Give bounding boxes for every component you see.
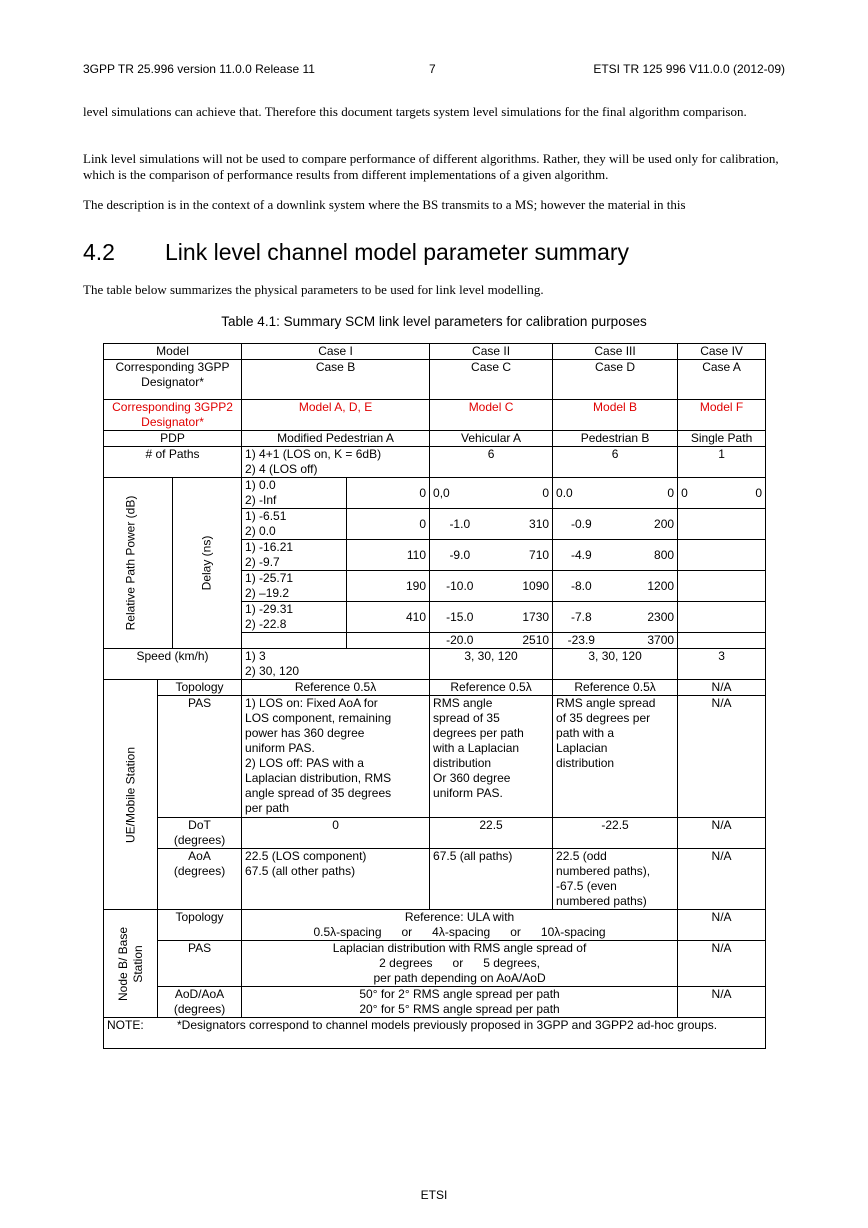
- gpp2-case-i: Model A, D, E: [242, 400, 430, 431]
- pdp-label: PDP: [104, 431, 242, 447]
- row-bs-pas: [104, 941, 766, 987]
- ue-topology-case-iv: N/A: [678, 680, 766, 696]
- delay-value-case-i: 410: [347, 602, 430, 633]
- row-3gpp: [104, 360, 766, 400]
- delay-power-case-iii: -4.9: [553, 540, 610, 571]
- delay-value-case-i: 0: [347, 478, 430, 509]
- ue-pas-case-ii: RMS angle spread of 35 degrees per path with a Laplacian distribution Or 360 degree uniform PAS.: [430, 696, 553, 818]
- delay-value-case-i: 110: [347, 540, 430, 571]
- bs-topology-label: Topology: [158, 910, 242, 941]
- parameter-table: [103, 343, 765, 1049]
- ue-aoa-case-ii: 67.5 (all paths): [430, 849, 553, 910]
- relative-power-label-cell: [104, 478, 158, 649]
- row-bs-aod: [104, 987, 766, 1018]
- bs-label-cell: [104, 910, 158, 1018]
- delay-value-case-iii: 800: [610, 540, 678, 571]
- paragraph-4: The table below summarizes the physical parameters to be used for link level modelling.: [83, 282, 544, 297]
- ue-aoa-case-iv: N/A: [678, 849, 766, 910]
- delay-value-case-i: 0: [347, 509, 430, 540]
- gpp2-case-ii: Model C: [430, 400, 553, 431]
- relative-power-label: Relative Path Power (dB): [123, 495, 138, 631]
- bs-pas-label: PAS: [158, 941, 242, 987]
- section-title: Link level channel model parameter summary: [165, 239, 630, 265]
- row-note: [104, 1018, 766, 1049]
- delay-value-case-iii: 1200: [610, 571, 678, 602]
- row-speed: [104, 649, 766, 680]
- ue-aoa-case-iii: 22.5 (odd numbered paths), -67.5 (even numbered paths): [553, 849, 678, 910]
- delay-power-case-i: [242, 633, 347, 649]
- delay-value-case-iii: 3700: [610, 633, 678, 649]
- gpp3-label: Corresponding 3GPP Designator*: [104, 360, 242, 400]
- model-label: Model: [104, 344, 242, 360]
- delay-value-case-iv: 0: [720, 478, 766, 509]
- section-number: 4.2: [83, 239, 115, 265]
- delay-power-case-i: 1) -16.21 2) -9.7: [242, 540, 347, 571]
- delay-power-case-ii: 0,0: [430, 478, 490, 509]
- header-right: ETSI TR 125 996 V11.0.0 (2012-09): [593, 62, 785, 76]
- row-pdp: [104, 431, 766, 447]
- ue-topology-case-ii: Reference 0.5λ: [430, 680, 553, 696]
- delay-value-case-iv: [720, 540, 766, 571]
- gpp3-case-i: Case B: [242, 360, 430, 400]
- delay-power-case-i: 1) 0.0 2) -Inf: [242, 478, 347, 509]
- gpp3-case-ii: Case C: [430, 360, 553, 400]
- row-ue-pas: [104, 696, 766, 818]
- ue-dot-label: DoT (degrees): [158, 818, 242, 849]
- paragraph-2: Link level simulations will not be used to compare performance of different algorithms. Rather, they will be used only for calibration, which is the comparison of performance results from different implementations of a given algorithm.: [83, 151, 779, 182]
- ue-aoa-label: AoA (degrees): [158, 849, 242, 910]
- speed-label: Speed (km/h): [104, 649, 242, 680]
- note-text: *Designators correspond to channel models previously proposed in 3GPP and 3GPP2 ad-hoc groups.: [177, 1018, 718, 1032]
- delay-value-case-iii: 200: [610, 509, 678, 540]
- delay-row-1: [104, 478, 766, 509]
- bs-aod-label: AoD/AoA (degrees): [158, 987, 242, 1018]
- speed-case-i: 1) 3 2) 30, 120: [242, 649, 430, 680]
- delay-power-case-i: 1) -25.71 2) –19.2: [242, 571, 347, 602]
- paths-case-i-line1: 1) 4+1 (LOS on, K = 6dB): [245, 447, 382, 461]
- ue-pas-case-i: 1) LOS on: Fixed AoA for LOS component, remaining power has 360 degree uniform PAS. 2) LOS off: PAS with a Laplacian distribution, RMS angle spread of 35 degrees per path: [242, 696, 430, 818]
- paths-case-i: [242, 447, 430, 478]
- delay-value-case-iii: 0: [610, 478, 678, 509]
- delay-power-case-iv: 0: [678, 478, 720, 509]
- bs-topology-case-iv: N/A: [678, 910, 766, 941]
- delay-power-case-ii: -15.0: [430, 602, 490, 633]
- delay-value-case-i: [347, 633, 430, 649]
- paragraph-1: level simulations can achieve that. Therefore this document targets system level simulations for the final algorithm comparison.: [83, 104, 747, 119]
- delay-value-case-ii: 1730: [490, 602, 553, 633]
- delay-value-case-ii: 1090: [490, 571, 553, 602]
- delay-power-case-iv: [678, 540, 720, 571]
- model-case-ii: Case II: [430, 344, 553, 360]
- delay-power-case-iv: [678, 509, 720, 540]
- gpp2-label: Corresponding 3GPP2 Designator*: [104, 400, 242, 431]
- ue-label-cell: [104, 680, 158, 910]
- delay-power-case-iii: -8.0: [553, 571, 610, 602]
- paths-case-iv: 1: [678, 447, 766, 478]
- table-note: [104, 1018, 766, 1049]
- table-caption: Table 4.1: Summary SCM link level parameters for calibration purposes: [221, 314, 647, 329]
- gpp3-case-iii: Case D: [553, 360, 678, 400]
- row-ue-dot: [104, 818, 766, 849]
- paths-case-ii: 6: [430, 447, 553, 478]
- pdp-case-i: Modified Pedestrian A: [242, 431, 430, 447]
- row-model: [104, 344, 766, 360]
- ue-pas-case-iv: N/A: [678, 696, 766, 818]
- paths-case-iii: 6: [553, 447, 678, 478]
- speed-case-iii: 3, 30, 120: [553, 649, 678, 680]
- delay-power-case-ii: -20.0: [430, 633, 490, 649]
- paragraph-3: The description is in the context of a downlink system where the BS transmits to a MS; however the material in this: [83, 197, 686, 212]
- bs-aod-case-iv: N/A: [678, 987, 766, 1018]
- delay-value-case-ii: 710: [490, 540, 553, 571]
- delay-value-case-ii: 0: [490, 478, 553, 509]
- delay-power-case-iii: -7.8: [553, 602, 610, 633]
- delay-label-cell: [173, 478, 242, 649]
- delay-power-case-ii: -9.0: [430, 540, 490, 571]
- paths-label: # of Paths: [104, 447, 242, 478]
- model-case-iii: Case III: [553, 344, 678, 360]
- model-case-i: Case I: [242, 344, 430, 360]
- delay-power-case-ii: -10.0: [430, 571, 490, 602]
- delay-power-case-i: 1) -6.51 2) 0.0: [242, 509, 347, 540]
- delay-power-case-iv: [678, 602, 720, 633]
- speed-case-iv: 3: [678, 649, 766, 680]
- delay-power-case-iii: 0.0: [553, 478, 610, 509]
- ue-aoa-case-i: 22.5 (LOS component) 67.5 (all other paths): [242, 849, 430, 910]
- delay-value-case-iv: [720, 509, 766, 540]
- row-3gpp2: [104, 400, 766, 431]
- row-paths: [104, 447, 766, 478]
- delay-value-case-iv: [720, 571, 766, 602]
- bs-aod-value: 50° for 2° RMS angle spread per path 20° for 5° RMS angle spread per path: [242, 987, 678, 1018]
- ue-dot-case-ii: 22.5: [430, 818, 553, 849]
- header-left: 3GPP TR 25.996 version 11.0.0 Release 11: [83, 62, 315, 76]
- delay-value-case-iii: 2300: [610, 602, 678, 633]
- gpp2-case-iii: Model B: [553, 400, 678, 431]
- delay-value-case-i: 190: [347, 571, 430, 602]
- bs-pas-value: Laplacian distribution with RMS angle spread of 2 degrees or 5 degrees, per path depending on AoA/AoD: [242, 941, 678, 987]
- row-bs-topology: [104, 910, 766, 941]
- delay-power-case-iv: [678, 571, 720, 602]
- delay-power-case-ii: -1.0: [430, 509, 490, 540]
- paths-case-i-line2: 2) 4 (LOS off): [245, 462, 318, 476]
- bs-topology-value: Reference: ULA with 0.5λ-spacing or 4λ-spacing or 10λ-spacing: [242, 910, 678, 941]
- row-ue-aoa: [104, 849, 766, 910]
- delay-power-case-i: 1) -29.31 2) -22.8: [242, 602, 347, 633]
- bs-label: Node B/ Base Station: [115, 926, 145, 1001]
- gpp2-case-iv: Model F: [678, 400, 766, 431]
- delay-power-case-iii: -23.9: [553, 633, 610, 649]
- pdp-case-ii: Vehicular A: [430, 431, 553, 447]
- header-page-number: 7: [429, 62, 436, 76]
- delay-value-case-iv: [720, 602, 766, 633]
- model-case-iv: Case IV: [678, 344, 766, 360]
- ue-pas-label: PAS: [158, 696, 242, 818]
- delay-power-case-iii: -0.9: [553, 509, 610, 540]
- ue-dot-case-iv: N/A: [678, 818, 766, 849]
- pdp-case-iii: Pedestrian B: [553, 431, 678, 447]
- ue-label: UE/Mobile Station: [123, 746, 137, 843]
- bs-pas-case-iv: N/A: [678, 941, 766, 987]
- ue-topology-case-i: Reference 0.5λ: [242, 680, 430, 696]
- note-label: NOTE:: [107, 1018, 144, 1032]
- ue-topology-label: Topology: [158, 680, 242, 696]
- delay-value-case-ii: 310: [490, 509, 553, 540]
- ue-dot-case-i: 0: [242, 818, 430, 849]
- footer: ETSI: [420, 1188, 448, 1202]
- gpp3-case-iv: Case A: [678, 360, 766, 400]
- pdp-case-iv: Single Path: [678, 431, 766, 447]
- row-ue-topology: [104, 680, 766, 696]
- delay-value-case-iv: [720, 633, 766, 649]
- ue-dot-case-iii: -22.5: [553, 818, 678, 849]
- delay-label: Delay (ns): [199, 535, 214, 591]
- speed-case-ii: 3, 30, 120: [430, 649, 553, 680]
- delay-value-case-ii: 2510: [490, 633, 553, 649]
- ue-pas-case-iii: RMS angle spread of 35 degrees per path with a Laplacian distribution: [553, 696, 678, 818]
- ue-topology-case-iii: Reference 0.5λ: [553, 680, 678, 696]
- delay-power-case-iv: [678, 633, 720, 649]
